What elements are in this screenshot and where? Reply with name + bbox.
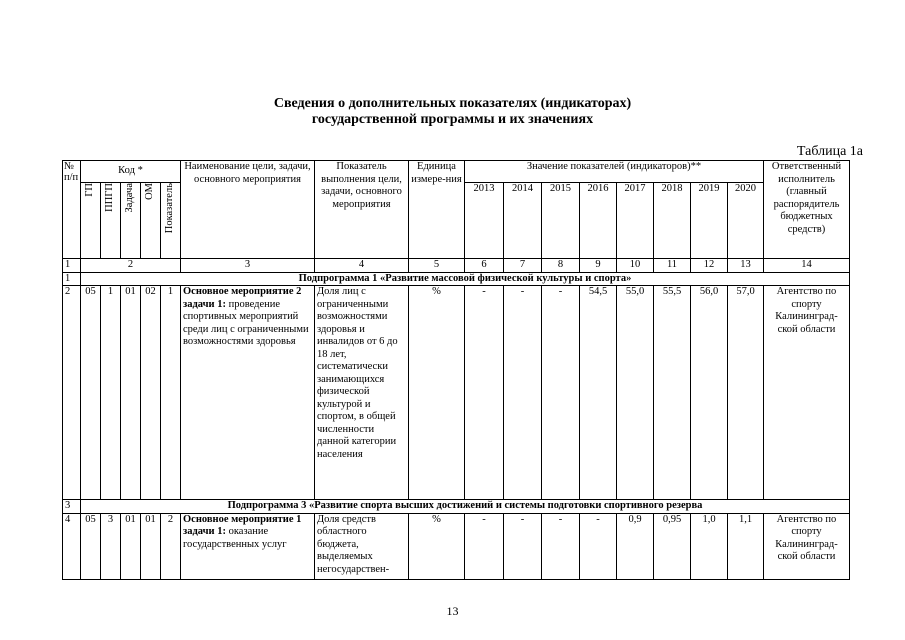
year-value: 57,0 xyxy=(728,286,764,500)
col-number: 14 xyxy=(764,259,850,273)
header-year: 2020 xyxy=(728,183,764,259)
year-value: 55,5 xyxy=(654,286,691,500)
unit-value: % xyxy=(409,513,465,579)
col-number: 6 xyxy=(465,259,504,273)
year-value: 55,0 xyxy=(617,286,654,500)
code-ppgp: 3 xyxy=(101,513,121,579)
title-line-1: Сведения о дополнительных показателях (индикаторах) xyxy=(273,96,632,111)
measure-name xyxy=(181,286,315,500)
year-value: - xyxy=(542,286,580,500)
col-number: 1 xyxy=(63,259,81,273)
indicator-row xyxy=(63,513,850,579)
year-value: - xyxy=(504,513,542,579)
measure-name xyxy=(181,513,315,579)
col-number: 5 xyxy=(409,259,465,273)
col-number: 11 xyxy=(654,259,691,273)
year-value: - xyxy=(542,513,580,579)
document-title xyxy=(0,96,905,128)
code-zadacha: 01 xyxy=(121,513,141,579)
row-number: 3 xyxy=(63,500,81,514)
code-pokazatel: 1 xyxy=(161,286,181,500)
header-year: 2018 xyxy=(654,183,691,259)
year-value: 1,1 xyxy=(728,513,764,579)
col-number: 4 xyxy=(315,259,409,273)
row-number: 4 xyxy=(63,513,81,579)
measure-name-bold: Основное мероприятие 2 задачи 1: xyxy=(183,286,302,310)
year-value: 0,95 xyxy=(654,513,691,579)
subprogram-row xyxy=(63,500,850,514)
subprogram-title: Подпрограмма 3 «Развитие спорта высших достижений и системы подготовки спортивного резерва xyxy=(81,500,850,514)
col-number: 2 xyxy=(81,259,181,273)
col-number: 3 xyxy=(181,259,315,273)
header-pokazatel: Показатель xyxy=(161,183,181,259)
indicator-text: Доля лиц с ограниченными возможностями здоровья и инвалидов от 6 до 18 лет, систематически занимающихся физической культурой и спортом, в общей численности данной категории населения xyxy=(315,286,409,500)
year-value: 54,5 xyxy=(580,286,617,500)
row-number: 1 xyxy=(63,272,81,286)
header-year: 2014 xyxy=(504,183,542,259)
header-num: № п/п xyxy=(63,161,81,259)
header-name: Наименование цели, задачи, основного мероприятия xyxy=(181,161,315,259)
year-value: - xyxy=(465,286,504,500)
indicators-table xyxy=(62,160,850,580)
subprogram-title: Подпрограмма 1 «Развитие массовой физической культуры и спорта» xyxy=(81,272,850,286)
unit-value: % xyxy=(409,286,465,500)
col-number: 10 xyxy=(617,259,654,273)
code-ppgp: 1 xyxy=(101,286,121,500)
header-indicator: Показатель выполнения цели, задачи, основного мероприятия xyxy=(315,161,409,259)
header-om: ОМ xyxy=(141,183,161,259)
year-value: 0,9 xyxy=(617,513,654,579)
row-number: 2 xyxy=(63,286,81,500)
subprogram-row xyxy=(63,272,850,286)
col-number: 8 xyxy=(542,259,580,273)
col-number: 12 xyxy=(691,259,728,273)
code-om: 02 xyxy=(141,286,161,500)
header-values: Значение показателей (индикаторов)** xyxy=(465,161,764,183)
measure-name-rest: проведение спортивных мероприятий среди лиц с ограниченными возможностями здоровья xyxy=(183,298,309,347)
year-value: - xyxy=(465,513,504,579)
header-year: 2015 xyxy=(542,183,580,259)
title-line-2: государственной программы и их значениях xyxy=(311,112,594,127)
year-value: - xyxy=(504,286,542,500)
code-gp: 05 xyxy=(81,286,101,500)
year-value: 56,0 xyxy=(691,286,728,500)
measure-name-rest: оказание государственных услуг xyxy=(183,526,287,550)
header-year: 2019 xyxy=(691,183,728,259)
col-number: 7 xyxy=(504,259,542,273)
col-number: 13 xyxy=(728,259,764,273)
table-label: Таблица 1а xyxy=(796,144,863,159)
responsible-executor: Агентство по спорту Калининград-ской области xyxy=(764,286,850,500)
code-zadacha: 01 xyxy=(121,286,141,500)
header-year: 2017 xyxy=(617,183,654,259)
code-om: 01 xyxy=(141,513,161,579)
header-year: 2016 xyxy=(580,183,617,259)
year-value: 1,0 xyxy=(691,513,728,579)
year-value: - xyxy=(580,513,617,579)
indicator-row xyxy=(63,286,850,500)
responsible-executor: Агентство по спорту Калининград-ской области xyxy=(764,513,850,579)
header-zadacha: Задача xyxy=(121,183,141,259)
header-ppgp: ППГП xyxy=(101,183,121,259)
header-year: 2013 xyxy=(465,183,504,259)
col-number: 9 xyxy=(580,259,617,273)
header-responsible: Ответственный исполнитель (главный распорядитель бюджетных средств) xyxy=(764,161,850,259)
header-unit: Единица измере-ния xyxy=(409,161,465,259)
header-row-1 xyxy=(63,161,850,183)
column-numbers-row xyxy=(63,259,850,273)
indicator-text: Доля средств областного бюджета, выделяемых негосударствен- xyxy=(315,513,409,579)
page-number: 13 xyxy=(446,604,459,618)
measure-name-bold: Основное мероприятие 1 задачи 1: xyxy=(183,513,302,537)
code-pokazatel: 2 xyxy=(161,513,181,579)
header-gp: ГП xyxy=(81,183,101,259)
header-kod: Код * xyxy=(81,161,181,183)
code-gp: 05 xyxy=(81,513,101,579)
